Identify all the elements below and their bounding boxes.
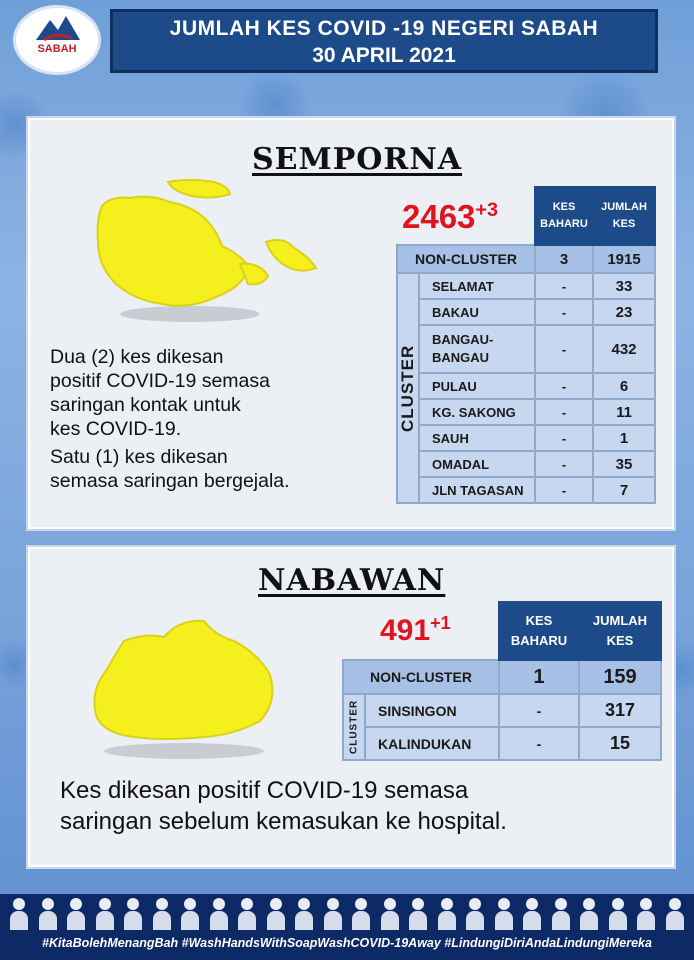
cluster-new: - — [535, 299, 593, 325]
cluster-label: CLUSTER — [343, 694, 365, 760]
desc-line: saringan sebelum kemasukan ke hospital. — [60, 808, 507, 835]
person-icon — [438, 898, 456, 930]
cluster-total: 23 — [593, 299, 655, 325]
person-icon — [523, 898, 541, 930]
cluster-new: - — [535, 451, 593, 477]
table-row — [397, 477, 655, 503]
desc-line: Satu (1) kes dikesan — [50, 446, 228, 468]
table-row — [397, 399, 655, 425]
cluster-name: KALINDUKAN — [365, 727, 499, 760]
nabawan-table — [342, 601, 662, 761]
person-icon — [609, 898, 627, 930]
cluster-name: SINSINGON — [365, 694, 499, 727]
cluster-total: 317 — [579, 694, 661, 727]
cluster-total: 432 — [593, 325, 655, 373]
person-icon — [466, 898, 484, 930]
person-icon — [67, 898, 85, 930]
table-row — [397, 425, 655, 451]
desc-line: semasa saringan bergejala. — [50, 470, 290, 492]
desc-line: saringan kontak untuk — [50, 394, 241, 416]
nabawan-new-value: +1 — [430, 613, 451, 633]
table-row — [397, 299, 655, 325]
nabawan-total-value: 491 — [380, 614, 431, 647]
desc-line: kes COVID-19. — [50, 418, 182, 440]
header-kes-baharu: KES BAHARU — [535, 187, 593, 245]
person-icon — [238, 898, 256, 930]
sabah-logo — [16, 8, 98, 72]
cluster-name: JLN TAGASAN — [419, 477, 535, 503]
cluster-new: - — [499, 694, 579, 727]
semporna-description — [50, 345, 290, 493]
logo-emblem-icon — [16, 8, 98, 48]
semporna-table — [396, 186, 656, 504]
hashtags: #KitaBolehMenangBah #WashHandsWithSoapWashCOVID-19Away #LindungiDiriAndaLindungiMereka — [42, 936, 652, 950]
semporna-total-value: 2463 — [402, 198, 476, 235]
non-cluster-label: NON-CLUSTER — [343, 660, 499, 694]
person-icon — [666, 898, 684, 930]
title-line1: JUMLAH KES COVID -19 NEGERI SABAH — [169, 17, 599, 40]
cluster-total: 35 — [593, 451, 655, 477]
header-jumlah-kes: JUMLAH KES — [579, 602, 661, 660]
cluster-name: BAKAU — [419, 299, 535, 325]
semporna-panel — [28, 118, 674, 529]
cluster-new: - — [535, 425, 593, 451]
cluster-new: - — [535, 373, 593, 399]
person-icon — [295, 898, 313, 930]
cluster-total: 11 — [593, 399, 655, 425]
cluster-total: 6 — [593, 373, 655, 399]
nabawan-map-icon — [84, 611, 284, 761]
title-date: 30 APRIL 2021 — [312, 44, 456, 67]
person-icon — [39, 898, 57, 930]
person-icon — [637, 898, 655, 930]
cluster-total: 7 — [593, 477, 655, 503]
header-jumlah-kes: JUMLAH KES — [593, 187, 655, 245]
cluster-name: SAUH — [419, 425, 535, 451]
non-cluster-label: NON-CLUSTER — [397, 245, 535, 273]
person-icon — [96, 898, 114, 930]
person-icon — [153, 898, 171, 930]
desc-line: Kes dikesan positif COVID-19 semasa — [60, 777, 469, 804]
cluster-name: SELAMAT — [419, 273, 535, 299]
table-row — [397, 245, 655, 273]
nabawan-title: NABAWAN — [258, 563, 446, 598]
person-icon — [495, 898, 513, 930]
semporna-new-value: +3 — [475, 199, 498, 221]
desc-line: Dua (2) kes dikesan — [50, 346, 224, 368]
non-cluster-new: 3 — [535, 245, 593, 273]
cluster-name: PULAU — [419, 373, 535, 399]
cluster-new: - — [535, 325, 593, 373]
table-row — [397, 373, 655, 399]
frontliners-row — [10, 898, 684, 934]
nabawan-description — [60, 775, 507, 837]
cluster-new: - — [535, 273, 593, 299]
person-icon — [580, 898, 598, 930]
table-row — [343, 694, 661, 727]
cluster-label: CLUSTER — [397, 273, 419, 503]
table-row — [343, 660, 661, 694]
person-icon — [210, 898, 228, 930]
cluster-name: BANGAU- BANGAU — [419, 325, 535, 373]
logo-text: SABAH — [37, 43, 77, 55]
desc-line: positif COVID-19 semasa — [50, 370, 270, 392]
table-row — [343, 727, 661, 760]
non-cluster-new: 1 — [499, 660, 579, 694]
person-icon — [10, 898, 28, 930]
person-icon — [324, 898, 342, 930]
table-row — [397, 451, 655, 477]
header-kes-baharu: KES BAHARU — [499, 602, 579, 660]
page-title — [110, 9, 658, 73]
cluster-new: - — [535, 477, 593, 503]
cluster-total: 1 — [593, 425, 655, 451]
cluster-name: OMADAL — [419, 451, 535, 477]
person-icon — [352, 898, 370, 930]
footer-banner — [0, 894, 694, 960]
semporna-title: SEMPORNA — [252, 142, 463, 177]
cluster-new: - — [499, 727, 579, 760]
semporna-map-icon — [90, 176, 340, 326]
person-icon — [409, 898, 427, 930]
cluster-total: 33 — [593, 273, 655, 299]
nabawan-panel — [28, 547, 674, 867]
non-cluster-total: 159 — [579, 660, 661, 694]
cluster-total: 15 — [579, 727, 661, 760]
table-row — [397, 325, 655, 373]
cluster-new: - — [535, 399, 593, 425]
table-row — [397, 273, 655, 299]
cluster-name: KG. SAKONG — [419, 399, 535, 425]
person-icon — [124, 898, 142, 930]
non-cluster-total: 1915 — [593, 245, 655, 273]
person-icon — [181, 898, 199, 930]
person-icon — [381, 898, 399, 930]
person-icon — [552, 898, 570, 930]
person-icon — [267, 898, 285, 930]
